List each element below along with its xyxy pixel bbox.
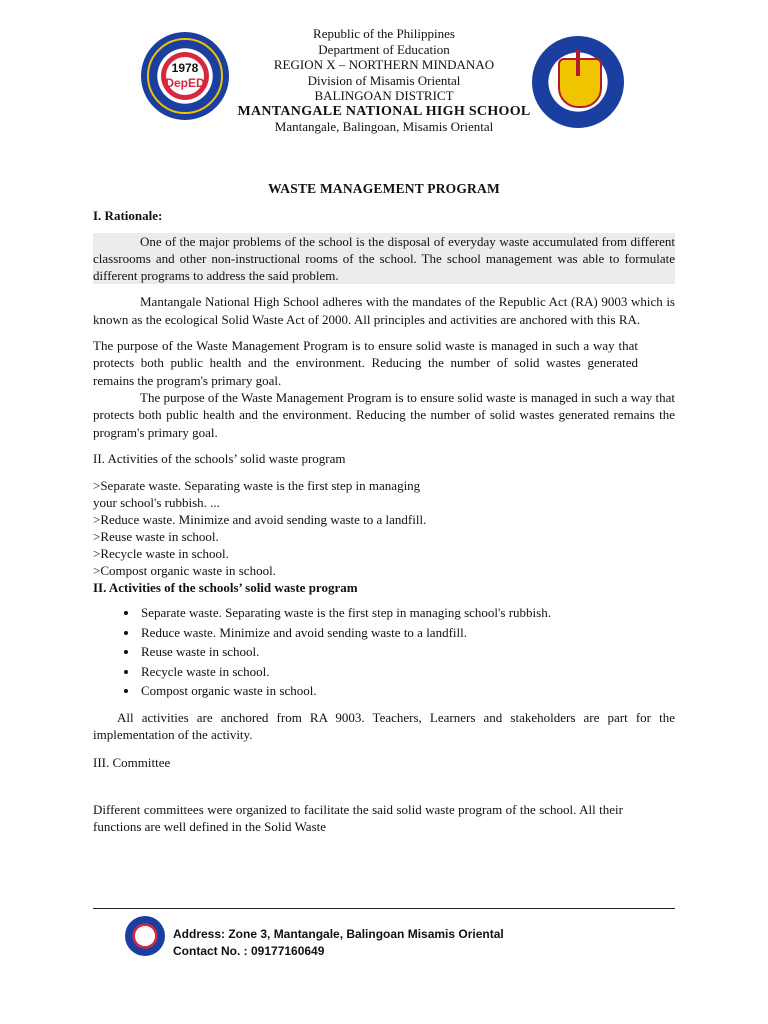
- header-department: Department of Education: [318, 41, 450, 57]
- letterhead: [0, 26, 768, 135]
- seal-year: 1978: [171, 61, 199, 75]
- activities-heading-bold: II. Activities of the schools’ solid waste program: [93, 580, 358, 596]
- footer-divider: [93, 908, 675, 909]
- list-item: >Reduce waste. Minimize and avoid sending waste to a landfill.: [93, 512, 427, 528]
- activities-plain-list: [93, 477, 675, 579]
- header-region: REGION X – NORTHERN MINDANAO: [273, 57, 495, 72]
- header-district: BALINGOAN DISTRICT: [314, 88, 454, 103]
- activities-heading-plain: II. Activities of the schools’ solid waste program: [93, 450, 346, 466]
- committees-paragraph: Different committees were organized to facilitate the said solid waste program of the school. All their functions are well defined in the Solid Waste: [93, 801, 623, 835]
- bullet-item: • Recycle waste in school.: [139, 662, 675, 682]
- bullet-item: • Reuse waste in school.: [139, 642, 675, 662]
- rationale-paragraph-1: One of the major problems of the school is the disposal of everyday waste accumulated from different classrooms and other non-instructional rooms of the school. The school management was able to formulate different programs to address the said problem.: [93, 233, 675, 284]
- bullet-item: • Compost organic waste in school.: [139, 681, 675, 701]
- list-item: >Reuse waste in school.: [93, 529, 219, 545]
- footer-address: Address: Zone 3, Mantangale, Balingoan Misamis Oriental: [173, 927, 504, 941]
- header-school-address: Mantangale, Balingoan, Misamis Oriental: [274, 119, 494, 134]
- purpose-paragraph-1: The purpose of the Waste Management Program is to ensure solid waste is managed in such a way that protects both public health and the environment. Reducing the number of solid wastes generated remains the program's primary goal.: [93, 338, 638, 388]
- bullet-item: • Separate waste. Separating waste is the first step in managing school's rubbish.: [139, 603, 675, 623]
- all-activities-paragraph: All activities are anchored from RA 9003. Teachers, Learners and stakeholders are part for the implementation of the activity.: [93, 709, 675, 743]
- footer-seal-icon: [125, 916, 165, 956]
- seal-deped-text: DepED: [165, 76, 205, 90]
- activities-bullet-list: [93, 603, 675, 701]
- list-item: >Recycle waste in school.: [93, 546, 229, 562]
- document-body: [93, 180, 675, 835]
- header-division: Division of Misamis Oriental: [307, 72, 461, 88]
- list-item: >Separate waste. Separating waste is the first step in managing: [93, 478, 421, 494]
- footer-contact: Contact No. : 09177160649: [173, 943, 325, 958]
- list-item: your school's rubbish. ...: [93, 495, 220, 511]
- footer: [173, 926, 504, 959]
- committee-heading: III. Committee: [93, 754, 171, 770]
- rationale-paragraph-2: Mantangale National High School adheres with the mandates of the Republic Act (RA) 9003 which is known as the ecological Solid Waste Act of 2000. All principles and activities are anchored with this RA.: [93, 294, 675, 327]
- purpose-paragraph-2: The purpose of the Waste Management Program is to ensure solid waste is managed in such a way that protects both public health and the environment. Reducing the number of solid wastes generated remains the program's primary goal.: [93, 389, 675, 440]
- bullet-item: • Reduce waste. Minimize and avoid sending waste to a landfill.: [139, 623, 675, 643]
- rationale-heading: I. Rationale:: [93, 208, 163, 224]
- header-school-name: MANTANGALE NATIONAL HIGH SCHOOL: [237, 103, 531, 119]
- list-item: >Compost organic waste in school.: [93, 563, 276, 579]
- document-title: WASTE MANAGEMENT PROGRAM: [268, 181, 500, 196]
- header-republic: Republic of the Philippines: [313, 26, 455, 41]
